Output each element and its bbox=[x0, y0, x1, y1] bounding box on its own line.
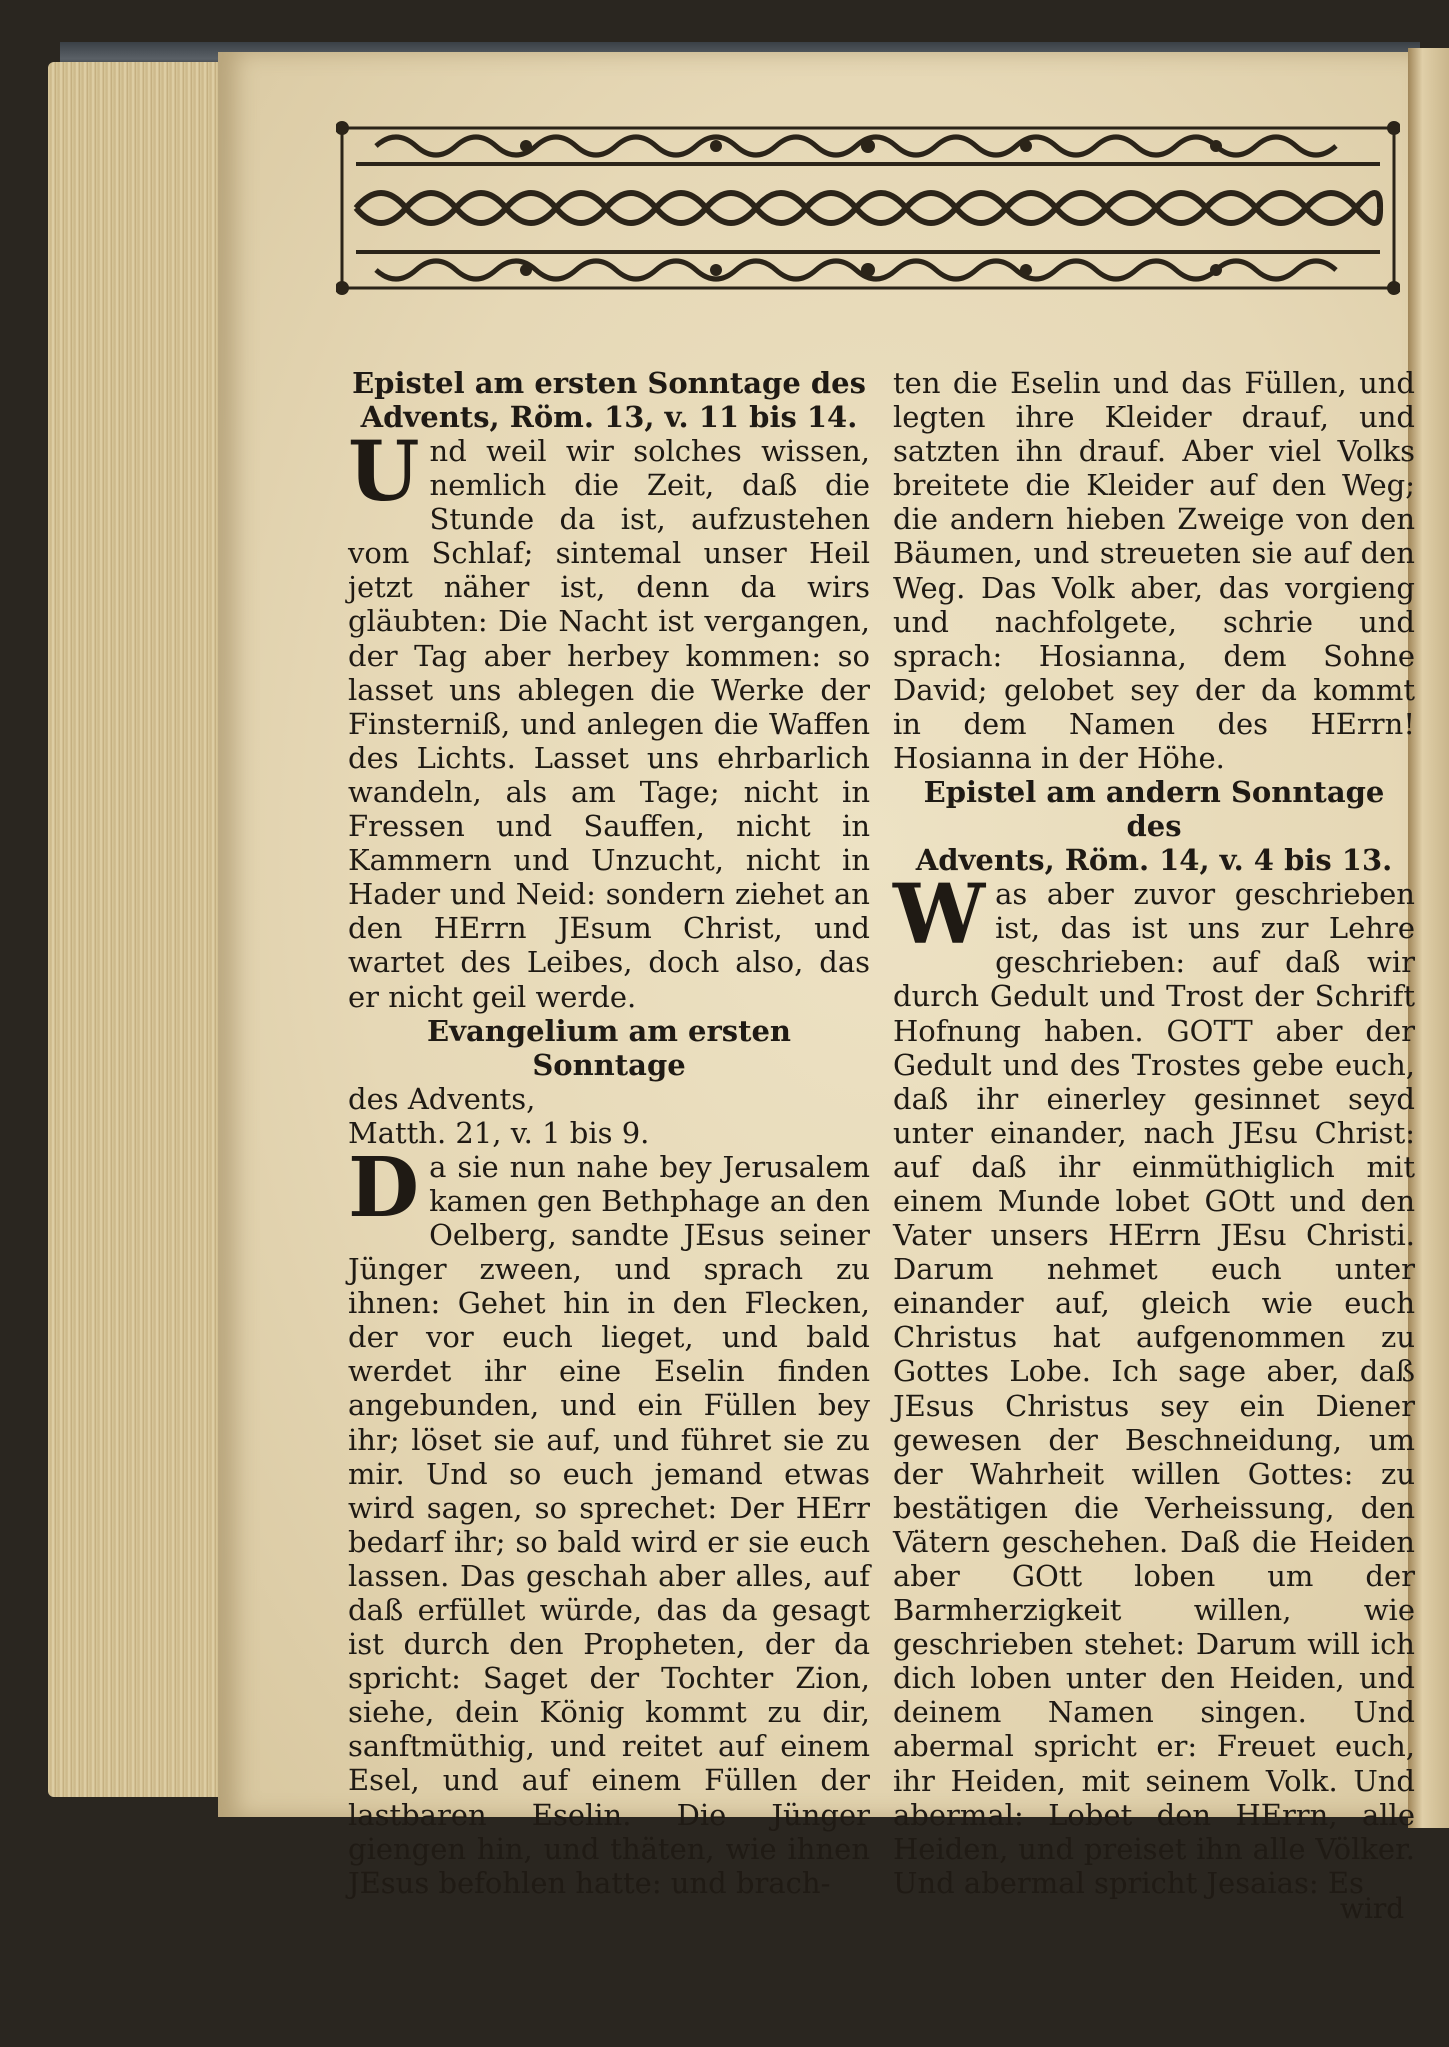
right-paragraph-1: ten die Eselin und das Füllen, und legten ihre Kleider drauf, und satzten ihn drauf. Aber viel Volks breitete die Kleider auf den Weg; die andern hieben Zweige von den Bäumen, und streueten sie auf den Weg. Das Volk aber, das vorgieng und nachfolgete, schrie und sprach: Hosianna, dem Sohne David; gelobet sey der da kommt in dem Namen des HErrn! Hosianna in der Höhe. bbox=[893, 366, 1415, 776]
left-paragraph-1 bbox=[348, 424, 870, 1014]
left-paragraph-1-text: nd weil wir solches wissen, nemlich die Zeit, daß die Stunde da ist, aufzustehen vom Schlaf; sintemal unser Heil jetzt näher ist, denn da wirs gläubten: Die Nacht ist vergangen, der Tag aber herbey kommen: so lasset uns ablegen die Werke der Finsterniß, und anlegen die Waffen des Lichts. Lasset uns ehrbarlich wandeln, als am Tage; nicht in Fressen und Sauffen, nicht in Kammern und Unzucht, nicht in Hader und Neid: sondern ziehet an den HErrn JEsum Christ, und wartet des Leibes, doch also, das er nicht geil werde. bbox=[348, 434, 870, 1014]
left-heading-1: Epistel am ersten Sonntage des bbox=[352, 366, 866, 400]
right-column bbox=[893, 366, 1415, 1900]
right-heading-1: Epistel am andern Sonntage des bbox=[923, 775, 1385, 844]
left-heading-1-ref: Advents, Röm. 13, v. 11 bis 14. bbox=[360, 400, 858, 434]
left-heading-2: Evangelium am ersten Sonntage bbox=[426, 1013, 791, 1082]
dropcap-w: W bbox=[893, 867, 986, 964]
right-paragraph-2-text: as aber zuvor geschrieben ist, das ist uns zur Lehre geschrieben: auf daß wir durch Gedult und Trost der Schrift Hofnung haben. GOTT aber der Gedult und des Trostes gebe euch, daß ihr einerley gesinnet seyd unter einander, nach JEsu Christ: auf daß ihr einmüthiglich mit einem Munde lobet GOtt und den Vater unsers HErrn JEsu Christi. Darum nehmet euch unter einander auf, gleich wie euch Christus hat aufgenommen zu Gottes Lobe. Ich sage aber, daß JEsus Christus sey ein Diener gewesen der Beschneidung, um der Wahrheit willen Gottes: zu bestätigen die Verheissung, den Vätern geschehen. Daß die Heiden aber GOtt loben um der Barmherzigkeit willen, wie geschrieben stehet: Darum will ich dich loben unter den Heiden, und deinem Namen singen. Und abermal spricht er: Freuet euch, ihr Heiden, mit seinem Volk. Und abermal: Lobet den HErrn, alle Heiden, und preiset ihn alle Völker. Und abermal spricht Jesaias: Es bbox=[893, 877, 1415, 1900]
left-heading-2-sub: des Advents, bbox=[348, 1081, 536, 1116]
left-column bbox=[348, 366, 870, 1900]
right-heading-1-ref: Advents, Röm. 14, v. 4 bis 13. bbox=[915, 843, 1393, 878]
right-paragraph-2 bbox=[893, 867, 1415, 1900]
left-paragraph-2 bbox=[348, 1139, 870, 1900]
decorative-head-border bbox=[336, 120, 1400, 296]
left-heading-2-ref: Matth. 21, v. 1 bis 9. bbox=[348, 1115, 650, 1150]
dropcap-u: U bbox=[348, 424, 420, 520]
left-paragraph-2-text: a sie nun nahe bey Jerusalem kamen gen Bethphage an den Oelberg, sandte JEsus seiner Jünger zween, und sprach zu ihnen: Gehet hin in den Flecken, der vor euch lieget, und bald werdet ihr eine Eselin finden angebunden, und ein Füllen bey ihr; löset sie auf, und führet sie zu mir. Und so euch jemand etwas wird sagen, so sprechet: Der HErr bedarf ihr; so bald wird er sie euch lassen. Das geschah aber alles, auf daß erfüllet würde, das da gesagt ist durch den Propheten, der da spricht: Saget der Tochter Zion, siehe, dein König kommt zu dir, sanftmüthig, und reitet auf einem Esel, und auf einem Füllen der lastbaren Eselin. Die Jünger giengen hin, und thäten, wie ihnen JEsus befohlen hatte: und brach- bbox=[348, 1149, 870, 1900]
catchword: wird bbox=[1340, 1892, 1405, 1925]
page-edges bbox=[48, 62, 228, 1797]
dropcap-d: D bbox=[348, 1139, 420, 1236]
